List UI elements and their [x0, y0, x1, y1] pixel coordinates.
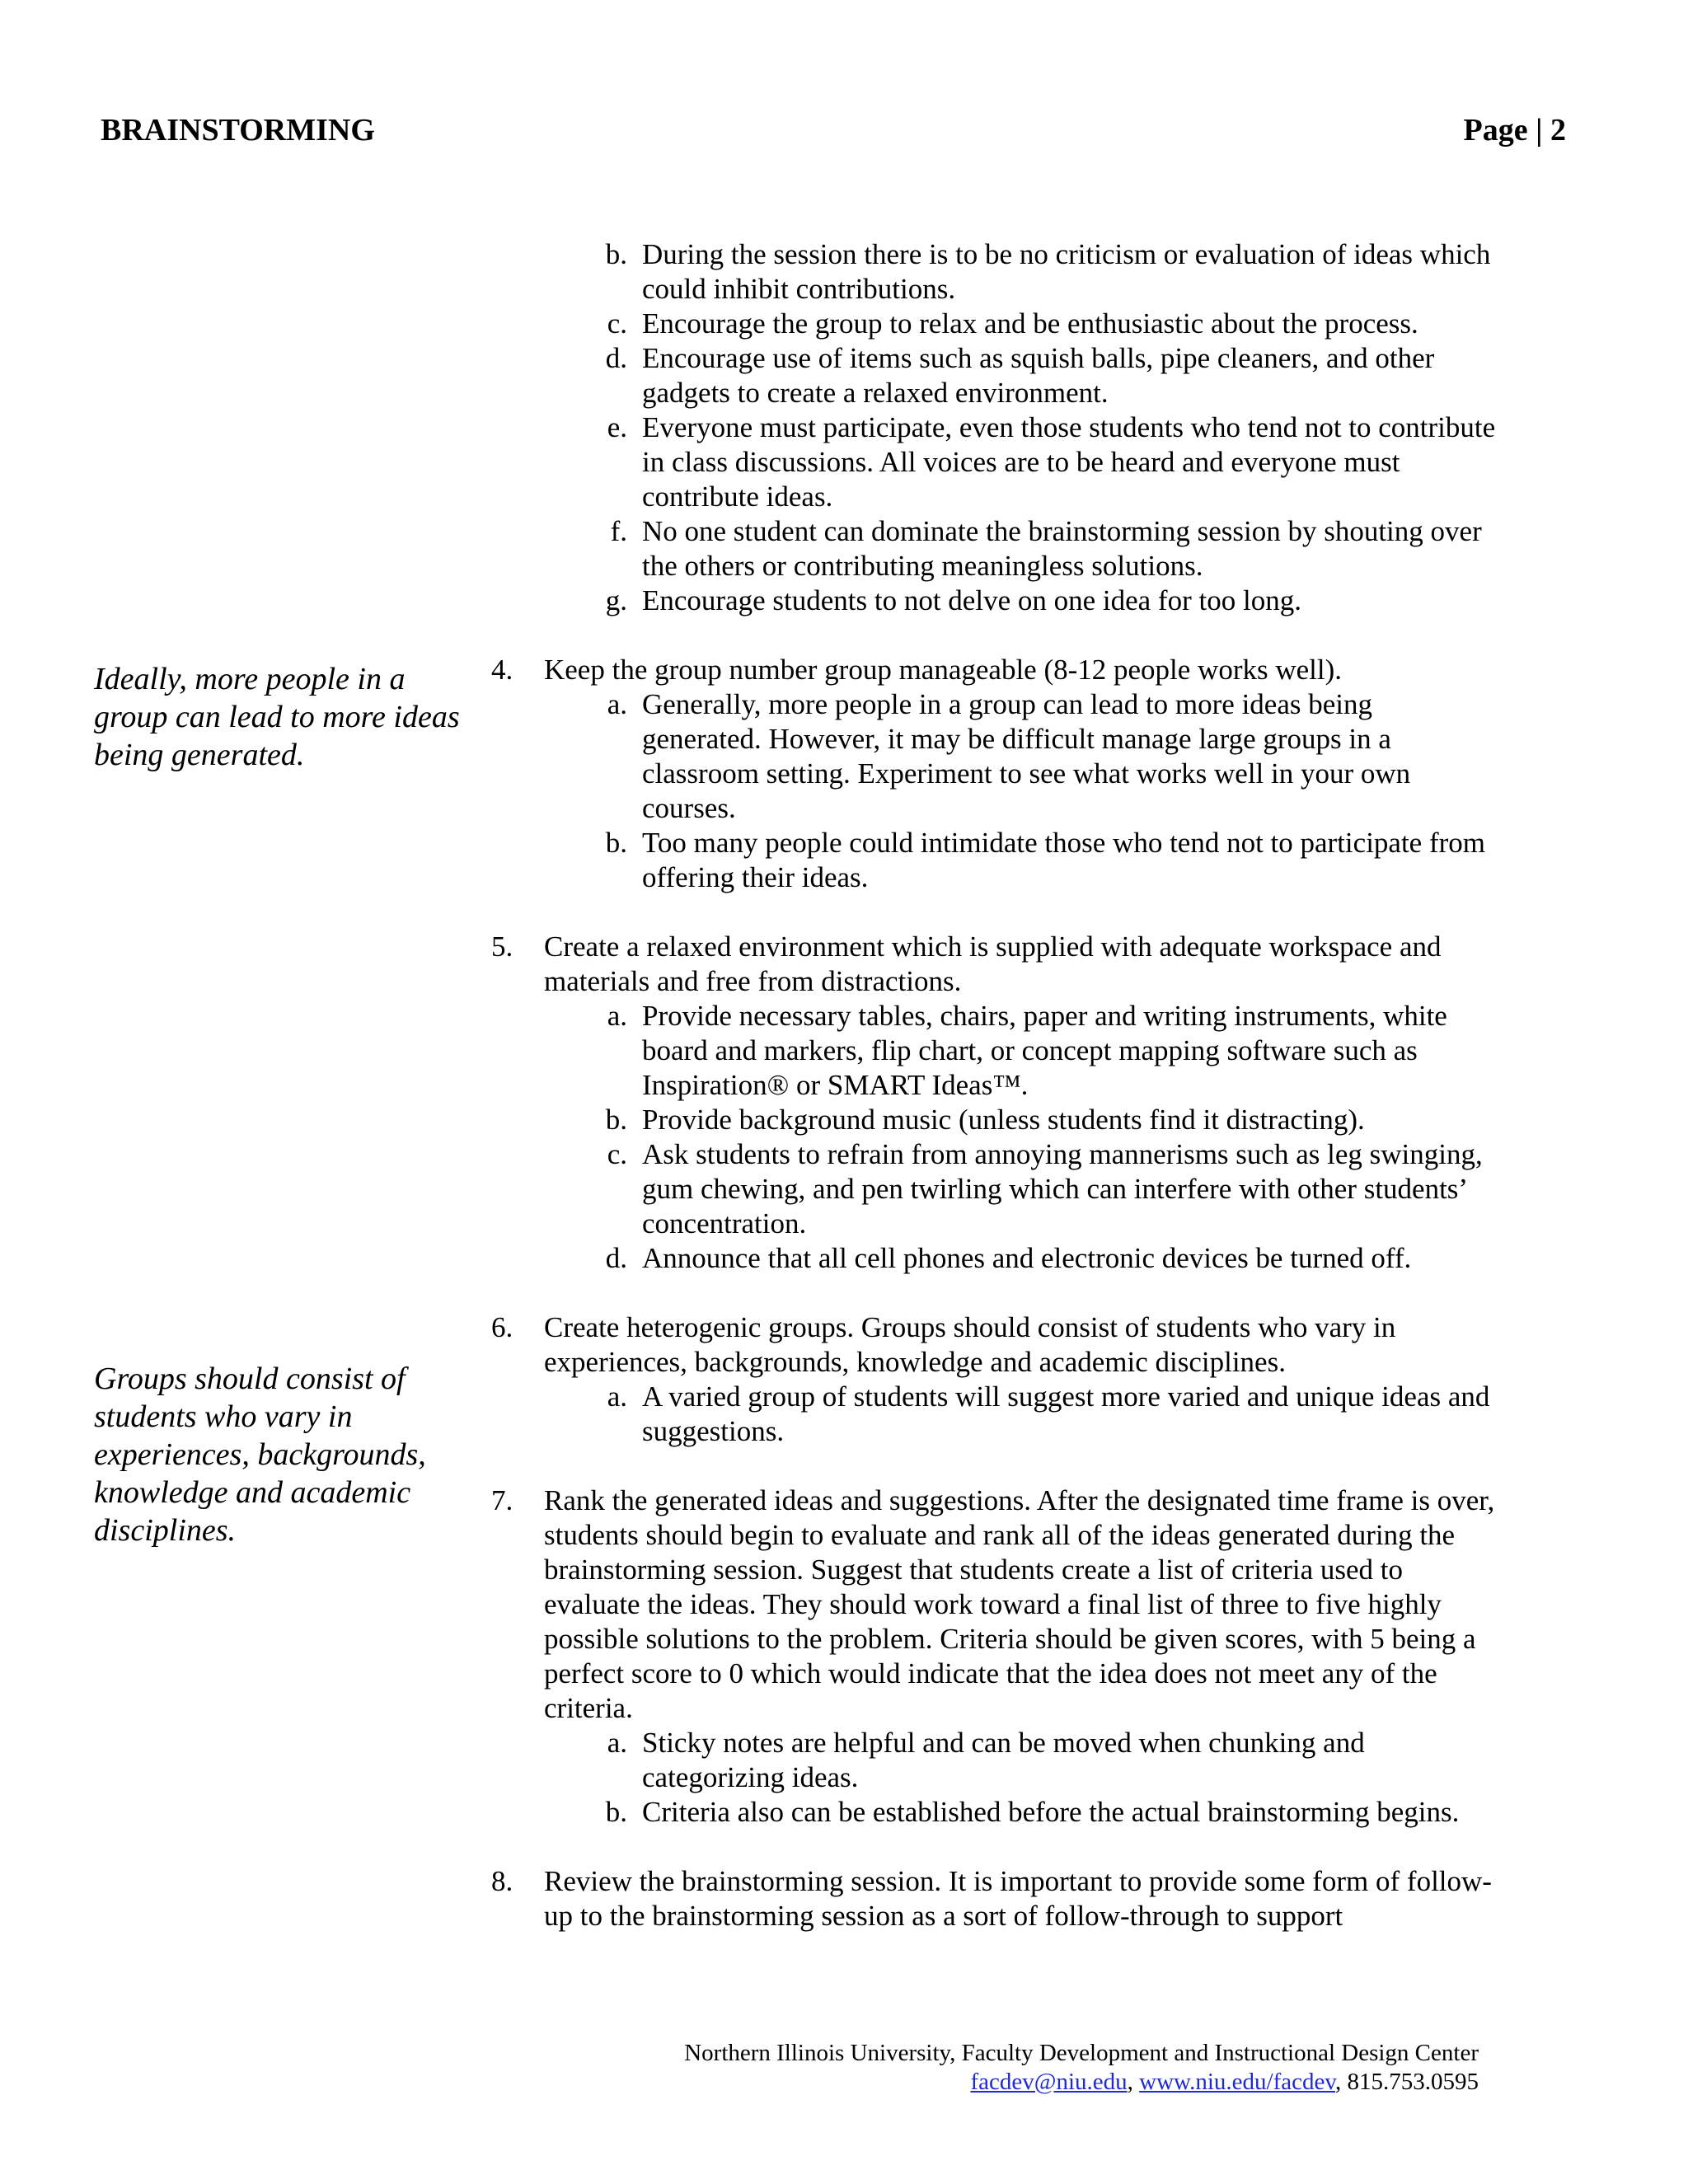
sub-item: [589, 826, 1497, 895]
sub-item-text: Encourage the group to relax and be enthusiastic about the process.: [642, 307, 1418, 340]
sub-item: [589, 1241, 1497, 1276]
sub-item-label: c.: [607, 307, 627, 340]
sub-item-text: Encourage students to not delve on one idea for too long.: [642, 584, 1301, 616]
page-number: Page | 2: [1463, 113, 1566, 148]
list-item-text: Rank the generated ideas and suggestions. After the designated time frame is over, students should begin to evaluate and rank all of the ideas generated during the brainstorming session. Suggest that students create a list of criteria used to evaluate the ideas. They should work toward a final list of three to five highly possible solutions to the problem. Criteria should be given scores, with 5 being a perfect score to 0 which would indicate that the idea does not meet any of the criteria.: [544, 1484, 1495, 1724]
list-item-8: [491, 1864, 1497, 1933]
footer-separator: ,: [1335, 2069, 1348, 2095]
list-item-text: Keep the group number group manageable (8-12 people works well).: [544, 654, 1343, 686]
header-title: BRAINSTORMING: [101, 113, 375, 148]
list-item-text: Create heterogenic groups. Groups should consist of students who vary in experiences, backgrounds, knowledge and academic disciplines.: [544, 1311, 1396, 1378]
sub-item-text: Announce that all cell phones and electronic devices be turned off.: [642, 1242, 1412, 1274]
footer-email-link[interactable]: facdev@niu.edu: [970, 2069, 1128, 2095]
sub-item: [589, 1137, 1497, 1241]
sublist: [589, 1726, 1497, 1830]
sublist: [589, 999, 1497, 1276]
sub-item-text: Too many people could intimidate those who tend not to participate from offering their ideas.: [642, 827, 1485, 893]
sub-item-text: A varied group of students will suggest more varied and unique ideas and suggestions.: [642, 1380, 1490, 1447]
sub-item-label: b.: [605, 827, 627, 859]
sub-item-text: Encourage use of items such as squish balls, pipe cleaners, and other gadgets to create a relaxed environment.: [642, 342, 1435, 409]
footer-website-link[interactable]: www.niu.edu/facdev: [1139, 2069, 1335, 2095]
list-item-6: [491, 1310, 1497, 1449]
sub-item-label: d.: [605, 342, 627, 374]
sub-item-label: b.: [605, 1104, 627, 1136]
list-item-number: 8.: [491, 1865, 513, 1897]
sub-item-text: During the session there is to be no criticism or evaluation of ideas which could inhibit contributions.: [642, 238, 1491, 305]
sub-item: [589, 514, 1497, 583]
sub-item-label: e.: [607, 411, 627, 443]
sub-item: [589, 1795, 1497, 1830]
sub-item: [589, 410, 1497, 514]
sub-item-label: b.: [605, 238, 627, 270]
sublist: [589, 687, 1497, 895]
footer-institution: Northern Illinois University, Faculty Development and Instructional Design Center: [684, 2040, 1479, 2066]
sub-item-text: Everyone must participate, even those students who tend not to contribute in class discussions. All voices are to be heard and everyone must contribute ideas.: [642, 411, 1496, 513]
sub-item-text: Criteria also can be established before the actual brainstorming begins.: [642, 1796, 1460, 1828]
footer: [684, 2039, 1479, 2097]
side-note-heterogenic-groups: Groups should consist of students who vary in experiences, backgrounds, knowledge and academic disciplines.: [94, 1361, 426, 1548]
sub-item-text: Sticky notes are helpful and can be moved when chunking and categorizing ideas.: [642, 1727, 1365, 1793]
footer-phone: 815.753.0595: [1347, 2069, 1479, 2095]
side-note-group-size: Ideally, more people in a group can lead to more ideas being generated.: [94, 662, 460, 772]
sub-item-label: c.: [607, 1138, 627, 1170]
list-item-text: Review the brainstorming session. It is important to provide some form of follow-up to the brainstorming session as a sort of follow-through to support: [544, 1865, 1492, 1932]
sub-item-label: a.: [607, 688, 627, 720]
sub-item-text: Generally, more people in a group can lead to more ideas being generated. However, it may be difficult manage large groups in a classroom setting. Experiment to see what works well in your own courses.: [642, 688, 1411, 824]
list-item-number: 7.: [491, 1484, 513, 1516]
sub-item: [589, 1380, 1497, 1449]
list-item-7: [491, 1483, 1497, 1830]
sub-item-text: Provide background music (unless students find it distracting).: [642, 1104, 1365, 1136]
footer-contact: [684, 2068, 1479, 2097]
sub-item: [589, 1103, 1497, 1137]
sub-item-text: Provide necessary tables, chairs, paper and writing instruments, white board and markers, flip chart, or concept mapping software such as Inspiration® or SMART Ideas™.: [642, 1000, 1447, 1101]
list-item-5: [491, 930, 1497, 1276]
sub-item-label: g.: [605, 584, 627, 616]
sub-item-text: No one student can dominate the brainstorming session by shouting over the others or contributing meaningless solutions.: [642, 515, 1482, 582]
sub-item: [589, 237, 1497, 307]
main-content: [491, 237, 1497, 1933]
sub-item: [589, 999, 1497, 1103]
sub-item: [589, 583, 1497, 618]
sub-item-label: b.: [605, 1796, 627, 1828]
list-item-number: 5.: [491, 930, 513, 963]
sub-item-text: Ask students to refrain from annoying mannerisms such as leg swinging, gum chewing, and pen twirling which can interfere with other students’ concentration.: [642, 1138, 1483, 1240]
list-item-number: 6.: [491, 1311, 513, 1343]
sub-item-label: a.: [607, 1000, 627, 1032]
sub-item: [589, 687, 1497, 826]
footer-separator: ,: [1127, 2069, 1140, 2095]
list-item-4: [491, 653, 1497, 895]
sub-item-label: a.: [607, 1727, 627, 1759]
list-item-number: 4.: [491, 654, 513, 686]
sub-item: [589, 1726, 1497, 1795]
sub-item: [589, 341, 1497, 410]
sub-item: [589, 307, 1497, 341]
sub-item-label: d.: [605, 1242, 627, 1274]
sublist: [589, 1380, 1497, 1449]
sub-item-label: a.: [607, 1380, 627, 1413]
list-item-text: Create a relaxed environment which is supplied with adequate workspace and materials and free from distractions.: [544, 930, 1442, 997]
continued-sublist: [589, 237, 1497, 618]
sub-item-label: f.: [610, 515, 627, 547]
